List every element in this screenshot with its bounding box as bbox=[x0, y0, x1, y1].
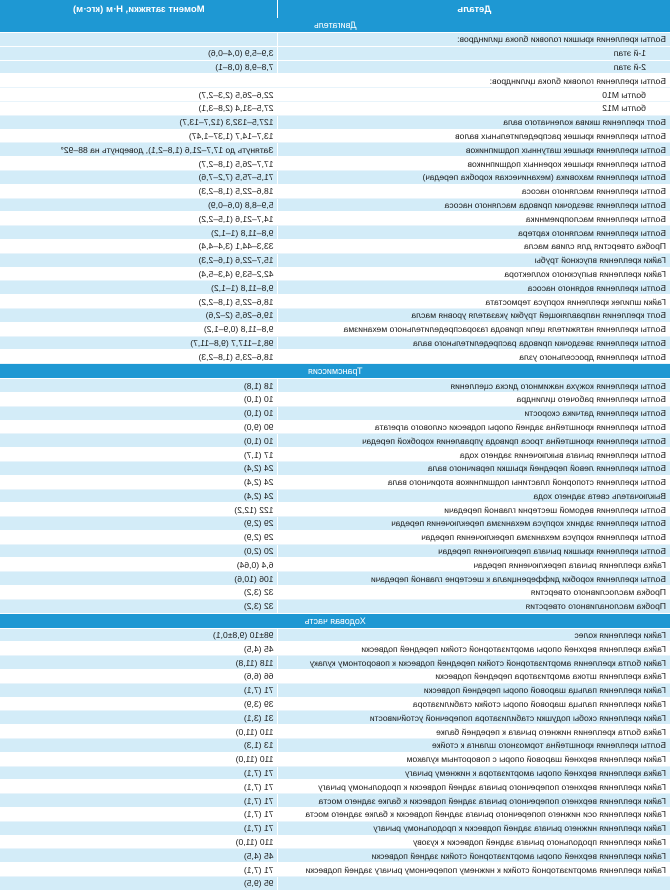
torque-cell: 71 (7,1) bbox=[0, 794, 278, 808]
torque-cell: 9,8–11,8 (0,9–1,2) bbox=[0, 322, 278, 336]
torque-cell: 29 (2,9) bbox=[0, 517, 278, 531]
table-row bbox=[0, 544, 670, 558]
part-cell: Болты крепления кронштейна троса привода управления коробкой передач bbox=[278, 434, 670, 448]
part-cell bbox=[278, 877, 670, 891]
part-cell: Болты крепления корпуса механизма переключения передач bbox=[278, 530, 670, 544]
part-cell: Болты крепления звездочки привода распределительного вала bbox=[278, 336, 670, 350]
part-cell: Гайки крепления пальца шаровой опоры стойки стабилизатора bbox=[278, 697, 670, 711]
part-cell: Болт крепления шкива коленчатого вала bbox=[278, 115, 670, 129]
torque-cell: 17 (1,7) bbox=[0, 448, 278, 462]
part-cell: Гайки шпилек крепления корпуса термостата bbox=[278, 295, 670, 309]
torque-cell: 9,8–11,8 (1–1,2) bbox=[0, 281, 278, 295]
part-cell: Гайки крепления колес bbox=[278, 628, 670, 642]
part-cell: Гайки крепления верхнего поперечного рычага задней подвески к продольному рычагу bbox=[278, 780, 670, 794]
part-cell: Гайки крепления выпускного коллектора bbox=[278, 267, 670, 281]
part-cell: Гайки крепления оси нижнего поперечного рычага задней подвески к балке заднего моста bbox=[278, 808, 670, 822]
torque-cell: 110 (11,0) bbox=[0, 752, 278, 766]
torque-cell: 14,7–21,6 (1,5–2,2) bbox=[0, 212, 278, 226]
table-row bbox=[0, 752, 670, 766]
table-row bbox=[0, 101, 670, 115]
part-cell: Болты крепления ведомой шестерни главной передачи bbox=[278, 503, 670, 517]
part-cell: Болты крепления водяного насоса bbox=[278, 281, 670, 295]
part-cell: Болты крепления маховика (механическая коробка передач) bbox=[278, 170, 670, 184]
torque-cell: 3,9–5,9 (0,4–0,6) bbox=[0, 46, 278, 60]
torque-cell: 71,5–75,5 (7,2–7,6) bbox=[0, 170, 278, 184]
part-cell: Гайка крепления штока амортизатора передней подвески bbox=[278, 670, 670, 684]
table-row bbox=[0, 74, 670, 88]
part-cell: Болты крепления крышки рычага переключения передач bbox=[278, 544, 670, 558]
torque-cell: 32 (3,2) bbox=[0, 586, 278, 600]
section-row bbox=[0, 364, 670, 379]
part-cell: Гайки крепления верхнего поперечного рычага задней подвески к балке заднего моста bbox=[278, 794, 670, 808]
part-cell: Пробка маслоналивного отверстия bbox=[278, 599, 670, 613]
torque-cell: 90 (9,0) bbox=[0, 420, 278, 434]
torque-cell: 95 (9,5) bbox=[0, 877, 278, 891]
part-cell: Гайки крепления амортизаторной стойки к нижнему поперечному рычагу задней подвески bbox=[278, 863, 670, 877]
part-cell: Гайки крепления пальца шаровой опоры передней подвески bbox=[278, 683, 670, 697]
table-row bbox=[0, 420, 670, 434]
part-cell: Болты крепления кронштейна задней опоры подвески силового агрегата bbox=[278, 420, 670, 434]
table-row bbox=[0, 184, 670, 198]
torque-cell: 10 (1,0) bbox=[0, 406, 278, 420]
part-cell: Гайки крепления впускной трубы bbox=[278, 253, 670, 267]
section-title: Двигатель bbox=[0, 18, 670, 33]
torque-cell: 10 (1,0) bbox=[0, 434, 278, 448]
table-row bbox=[0, 281, 670, 295]
table-row bbox=[0, 475, 670, 489]
table-row bbox=[0, 212, 670, 226]
torque-cell bbox=[0, 33, 278, 47]
table-row bbox=[0, 253, 670, 267]
torque-cell: 98,1–117,7 (9,8–11,7) bbox=[0, 336, 278, 350]
table-row bbox=[0, 558, 670, 572]
part-cell: Болты крепления масляного насоса bbox=[278, 184, 670, 198]
table-row bbox=[0, 267, 670, 281]
section-row bbox=[0, 613, 670, 628]
table-row bbox=[0, 226, 670, 240]
table-row bbox=[0, 503, 670, 517]
table-row bbox=[0, 336, 670, 350]
part-cell: Болты крепления крышек коренных подшипников bbox=[278, 157, 670, 171]
table-row bbox=[0, 739, 670, 753]
torque-cell: 71 (7,1) bbox=[0, 808, 278, 822]
table-row bbox=[0, 683, 670, 697]
part-cell: Гайки крепления скобы подушки стабилизатора поперечной устойчивости bbox=[278, 711, 670, 725]
part-cell: Пробка маслосливного отверстия bbox=[278, 586, 670, 600]
table-row bbox=[0, 808, 670, 822]
torque-cell: 20 (2,0) bbox=[0, 544, 278, 558]
section-row bbox=[0, 18, 670, 33]
torque-cell: 24 (2,4) bbox=[0, 475, 278, 489]
table-row bbox=[0, 115, 670, 129]
torque-cell: 118 (11,8) bbox=[0, 656, 278, 670]
table-row bbox=[0, 129, 670, 143]
part-cell: Болты крепления крышек шатунных подшипников bbox=[278, 143, 670, 157]
torque-cell: 24 (2,4) bbox=[0, 489, 278, 503]
part-cell: Гайка крепления верхней опоры амортизатора к нижнему рычагу bbox=[278, 766, 670, 780]
table-row bbox=[0, 766, 670, 780]
table-row bbox=[0, 434, 670, 448]
part-cell: Болты крепления крышки головки блока цилиндров: bbox=[278, 33, 670, 47]
part-cell: болты М12 bbox=[278, 101, 670, 115]
torque-cell bbox=[0, 74, 278, 88]
part-cell: Болты крепления рычага выключения заднего хода bbox=[278, 448, 670, 462]
torque-cell: 122 (12,2) bbox=[0, 503, 278, 517]
torque-cell: 18,6–22,5 (1,8–2,3) bbox=[0, 184, 278, 198]
torque-cell: 39 (3,9) bbox=[0, 697, 278, 711]
torque-cell: 6,4 (0,64) bbox=[0, 558, 278, 572]
part-cell: 2-й этап bbox=[278, 60, 670, 74]
table-row bbox=[0, 863, 670, 877]
part-cell: Болты крепления датчика скорости bbox=[278, 406, 670, 420]
table-row bbox=[0, 697, 670, 711]
table-row bbox=[0, 46, 670, 60]
part-cell: Гайки крепления верхней шаровой опоры с поворотным кулаком bbox=[278, 752, 670, 766]
torque-cell: Затянуть до 17,7–21,6 (1,8–2,1), довернуть на 88–92° bbox=[0, 143, 278, 157]
torque-cell: 71 (7,1) bbox=[0, 683, 278, 697]
table-row bbox=[0, 628, 670, 642]
part-cell: Гайки болта крепления амортизаторной стойки передней подвески к поворотному кулаку bbox=[278, 656, 670, 670]
table-row bbox=[0, 350, 670, 364]
table-row bbox=[0, 849, 670, 863]
table-row bbox=[0, 157, 670, 171]
table-row bbox=[0, 642, 670, 656]
torque-cell: 13,7–14,7 (1,37–1,47) bbox=[0, 129, 278, 143]
torque-cell: 110 (11,0) bbox=[0, 725, 278, 739]
torque-cell: 10 (1,0) bbox=[0, 392, 278, 406]
table-row bbox=[0, 725, 670, 739]
part-cell: Гайка болта крепления нижнего рычага к передней балке bbox=[278, 725, 670, 739]
part-cell: Болты крепления маслоприемника bbox=[278, 212, 670, 226]
part-cell: Гайки крепления верхней опоры амортизаторной стойки задней подвески bbox=[278, 849, 670, 863]
table-body bbox=[0, 18, 670, 890]
table-row bbox=[0, 88, 670, 102]
part-cell: Болты крепления стопорной пластины подшипников вторичного вала bbox=[278, 475, 670, 489]
torque-cell: 24 (2,4) bbox=[0, 461, 278, 475]
table-row bbox=[0, 239, 670, 253]
table-row bbox=[0, 711, 670, 725]
torque-cell: 45 (4,5) bbox=[0, 849, 278, 863]
header-part: Деталь bbox=[278, 0, 670, 18]
table-row bbox=[0, 295, 670, 309]
table-row bbox=[0, 308, 670, 322]
part-cell: 1-й этап bbox=[278, 46, 670, 60]
table-row bbox=[0, 198, 670, 212]
part-cell: болты М10 bbox=[278, 88, 670, 102]
torque-cell: 9,8–11,8 (1–1,2) bbox=[0, 226, 278, 240]
part-cell: Болты крепления натяжителя цепи привода газораспределительного механизма bbox=[278, 322, 670, 336]
torque-cell: 18,6–22,5 (1,8–2,2) bbox=[0, 295, 278, 309]
table-row bbox=[0, 379, 670, 393]
torque-cell: 19,6–26,5 (2–2,6) bbox=[0, 308, 278, 322]
table-row bbox=[0, 530, 670, 544]
torque-cell: 127,5–132,3 (12,7–13,7) bbox=[0, 115, 278, 129]
table-row bbox=[0, 780, 670, 794]
torque-cell: 32 (3,2) bbox=[0, 599, 278, 613]
table-row bbox=[0, 572, 670, 586]
table-row bbox=[0, 835, 670, 849]
part-cell: Болты крепления звездочки привода масляного насоса bbox=[278, 198, 670, 212]
part-cell: Болты крепления кожуха нажимного диска сцепления bbox=[278, 379, 670, 393]
part-cell: Болты крепления рабочего цилиндра bbox=[278, 392, 670, 406]
part-cell: Болты крепления кронштейна тормозного шланга к стойке bbox=[278, 739, 670, 753]
section-title: Трансмиссия bbox=[0, 364, 670, 379]
part-cell: Гайки крепления продольного рычага задней подвески к кузову bbox=[278, 835, 670, 849]
part-cell: Пробка отверстия для слива масла bbox=[278, 239, 670, 253]
table-row bbox=[0, 794, 670, 808]
part-cell: Гайка крепления рычага переключения передач bbox=[278, 558, 670, 572]
table-row bbox=[0, 170, 670, 184]
table-row bbox=[0, 60, 670, 74]
torque-cell: 42,2–53,9 (4,3–5,4) bbox=[0, 267, 278, 281]
table-row bbox=[0, 599, 670, 613]
torque-cell: 29 (2,9) bbox=[0, 530, 278, 544]
part-cell: Болты крепления задних корпуса механизма переключения передач bbox=[278, 517, 670, 531]
torque-cell: 5,9–8,8 (0,6–0,9) bbox=[0, 198, 278, 212]
part-cell: Гайки крепления нижнего рычага задней подвески к продольному рычагу bbox=[278, 821, 670, 835]
torque-cell: 110 (11,0) bbox=[0, 835, 278, 849]
torque-cell: 106 (10,6) bbox=[0, 572, 278, 586]
torque-cell: 7,8–9,8 (0,8–1) bbox=[0, 60, 278, 74]
part-cell: Болт крепления направляющей трубки указателя уровня масла bbox=[278, 308, 670, 322]
torque-cell: 15,7–22,6 (1,6–2,3) bbox=[0, 253, 278, 267]
torque-cell: 71 (7,1) bbox=[0, 821, 278, 835]
part-cell: Выключатель света заднего хода bbox=[278, 489, 670, 503]
table-row bbox=[0, 448, 670, 462]
table-row bbox=[0, 670, 670, 684]
table-row bbox=[0, 877, 670, 891]
torque-cell: 18,6–23,5 (1,8–2,3) bbox=[0, 350, 278, 364]
table-row bbox=[0, 821, 670, 835]
table-row bbox=[0, 406, 670, 420]
part-cell: Гайка крепления верхней опоры амортизаторной стойки передней подвески bbox=[278, 642, 670, 656]
table-row bbox=[0, 143, 670, 157]
part-cell: Болты крепления масляного картера bbox=[278, 226, 670, 240]
torque-cell: 18 (1,8) bbox=[0, 379, 278, 393]
torque-cell: 71 (7,1) bbox=[0, 766, 278, 780]
part-cell: Болты крепления дроссельного узла bbox=[278, 350, 670, 364]
torque-cell: 33,3–44,1 (3,4–4,4) bbox=[0, 239, 278, 253]
table-row bbox=[0, 392, 670, 406]
part-cell: Болты крепления головки блока цилиндров: bbox=[278, 74, 670, 88]
table-header-row bbox=[0, 0, 670, 18]
torque-cell: 31 (3,1) bbox=[0, 711, 278, 725]
table-row bbox=[0, 586, 670, 600]
torque-cell: 98±10 (9,8±0,1) bbox=[0, 628, 278, 642]
header-torque: Момент затяжки, Н·м (кгс·м) bbox=[0, 0, 278, 18]
table-row bbox=[0, 489, 670, 503]
table-row bbox=[0, 322, 670, 336]
torque-cell: 17,7–26,5 (1,8–2,7) bbox=[0, 157, 278, 171]
torque-cell: 22,6–26,5 (2,3–2,7) bbox=[0, 88, 278, 102]
torque-cell: 71 (7,1) bbox=[0, 780, 278, 794]
table-row bbox=[0, 517, 670, 531]
torque-cell: 27,5–31,4 (2,8–3,1) bbox=[0, 101, 278, 115]
table-row bbox=[0, 461, 670, 475]
part-cell: Болты крепления крышек распределительных валов bbox=[278, 129, 670, 143]
torque-cell: 13 (1,3) bbox=[0, 739, 278, 753]
torque-cell: 66 (6,6) bbox=[0, 670, 278, 684]
part-cell: Болты крепления левой передней крышки первичного вала bbox=[278, 461, 670, 475]
section-title: Ходовая часть bbox=[0, 613, 670, 628]
part-cell: Болты крепления коробки дифференциала к шестерне главной передачи bbox=[278, 572, 670, 586]
torque-cell: 71 (7,1) bbox=[0, 863, 278, 877]
table-row bbox=[0, 33, 670, 47]
torque-cell: 45 (4,5) bbox=[0, 642, 278, 656]
table-row bbox=[0, 656, 670, 670]
